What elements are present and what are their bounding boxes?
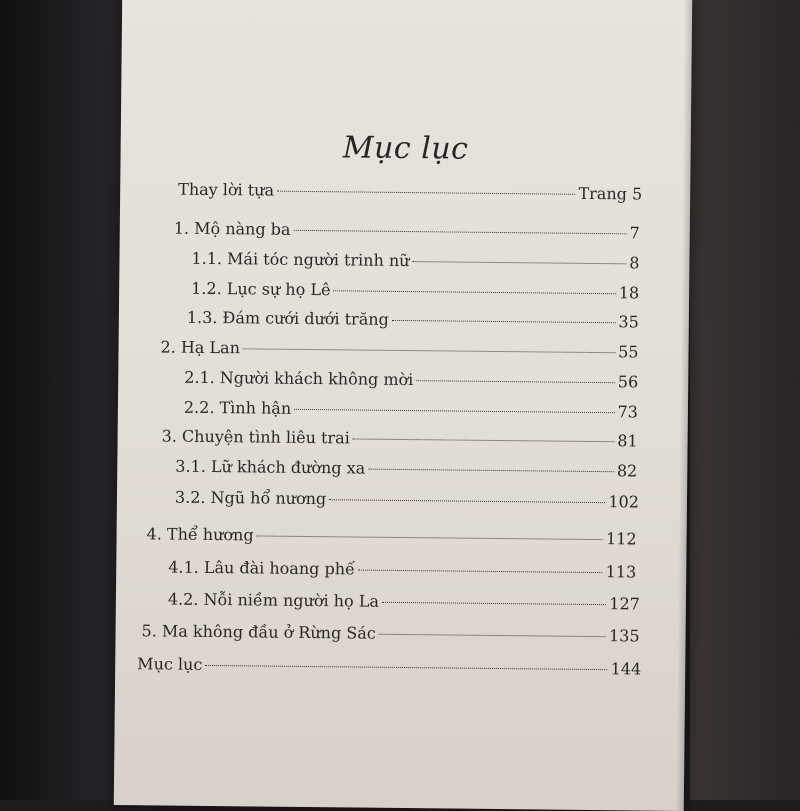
toc-leader-dots xyxy=(413,261,627,264)
toc-leader-dots xyxy=(333,290,615,294)
toc-entry-page: 102 xyxy=(608,492,640,512)
toc-entry-page: 82 xyxy=(616,461,638,481)
toc-entry-label: 4. Thể hương xyxy=(146,524,254,545)
toc-entry-label: Thay lời tựa xyxy=(178,179,275,200)
table-of-contents xyxy=(114,0,692,799)
toc-entry-label: 1.3. Đám cưới dưới trăng xyxy=(186,307,389,329)
toc-entry xyxy=(175,488,639,515)
toc-entry xyxy=(160,337,638,364)
toc-entry-label: 2.1. Người khách không mời xyxy=(184,367,414,390)
toc-entry xyxy=(168,558,636,585)
toc-entry-label: 2. Hạ Lan xyxy=(160,337,241,358)
toc-entry-page: 81 xyxy=(617,431,638,451)
toc-entry-page: 113 xyxy=(605,562,637,582)
toc-entry xyxy=(141,621,639,648)
toc-leader-dots xyxy=(329,499,605,503)
toc-leader-dots xyxy=(294,230,627,234)
toc-leader-dots xyxy=(382,602,606,605)
toc-entry-page: 127 xyxy=(609,594,640,614)
toc-entry-page: 55 xyxy=(618,342,639,362)
toc-leader-dots xyxy=(257,535,603,540)
toc-entry-page: 7 xyxy=(629,223,640,243)
toc-entry xyxy=(184,398,638,425)
toc-entry-page: Trang 5 xyxy=(578,183,643,204)
toc-entry-label: 5. Ma không đầu ở Rừng Sác xyxy=(141,621,376,643)
toc-entry xyxy=(168,590,640,617)
toc-leader-dots xyxy=(294,409,614,413)
toc-entry-page: 18 xyxy=(618,283,640,303)
toc-entry-label: 1.2. Lục sự họ Lê xyxy=(191,278,331,300)
toc-title: Mục lục xyxy=(342,130,469,167)
toc-entry-label: 3. Chuyện tình liêu trai xyxy=(161,426,350,448)
toc-entry-label: 1. Mộ nàng ba xyxy=(173,218,291,239)
toc-leader-dots xyxy=(243,348,615,353)
toc-entry xyxy=(184,368,638,395)
toc-leader-dots xyxy=(205,665,607,670)
toc-entry xyxy=(146,524,636,551)
toc-entry-label: 2.2. Tình hận xyxy=(183,397,292,418)
toc-entry-page: 56 xyxy=(617,372,639,392)
toc-leader-dots xyxy=(353,438,614,442)
toc-entry-page: 144 xyxy=(610,659,642,679)
toc-leader-dots xyxy=(368,469,614,473)
toc-entry-label: Mục lục xyxy=(137,654,203,674)
toc-leader-dots xyxy=(392,320,616,323)
toc-entry xyxy=(191,249,639,276)
toc-entry xyxy=(178,180,642,207)
toc-entry-page: 35 xyxy=(618,312,639,332)
toc-entry-label: 4.2. Nỗi niềm người họ La xyxy=(167,589,380,611)
toc-leader-dots xyxy=(277,191,575,195)
book-page xyxy=(114,0,692,811)
background-right xyxy=(690,0,800,800)
toc-entry xyxy=(137,654,641,681)
toc-leader-dots xyxy=(416,380,615,383)
toc-entry xyxy=(174,219,640,246)
toc-entry-label: 3.2. Ngũ hổ nương xyxy=(174,487,327,509)
toc-entry-label: 4.1. Lâu đài hoang phế xyxy=(168,557,356,579)
toc-entry xyxy=(191,279,639,306)
toc-entry-label: 1.1. Mái tóc người trinh nữ xyxy=(191,248,410,271)
toc-leader-dots xyxy=(358,570,603,574)
toc-entry xyxy=(187,308,639,335)
toc-entry xyxy=(162,426,638,453)
toc-entry-label: 3.1. Lữ khách đường xa xyxy=(175,456,366,478)
toc-leader-dots xyxy=(379,634,606,637)
toc-entry-page: 135 xyxy=(608,626,640,646)
toc-entry-page: 112 xyxy=(605,529,637,549)
toc-entry-page: 8 xyxy=(629,253,640,273)
toc-entry-page: 73 xyxy=(617,402,639,422)
toc-entry xyxy=(175,457,637,484)
